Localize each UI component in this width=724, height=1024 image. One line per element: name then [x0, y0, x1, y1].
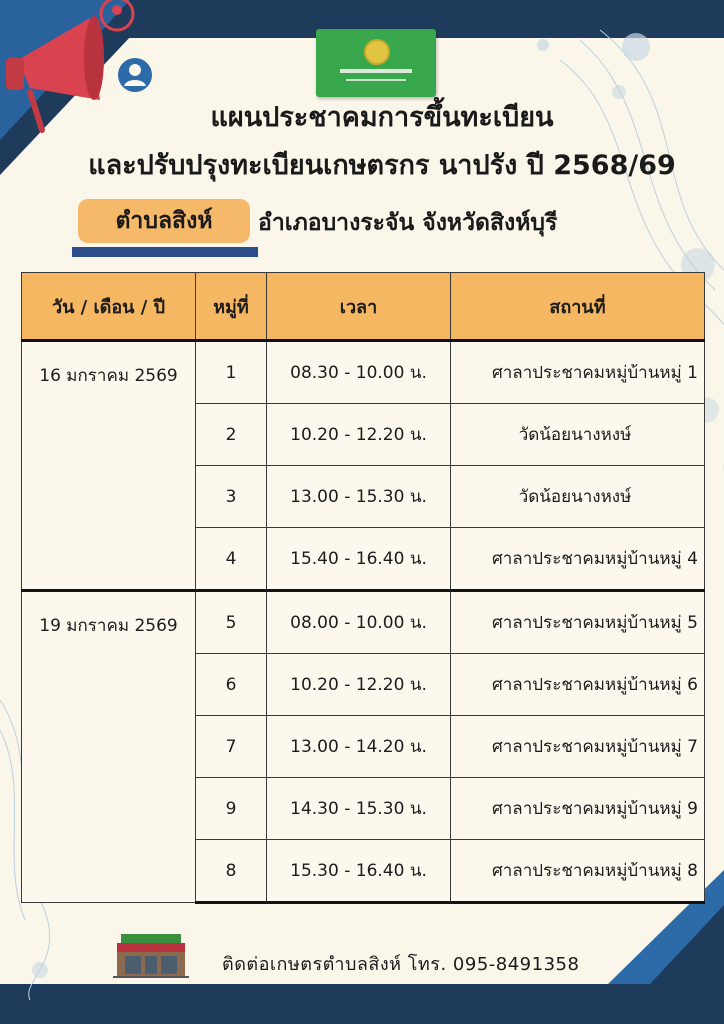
- village-cell: 8: [196, 840, 267, 903]
- place-cell: ศาลาประชาคมหมู่บ้านหมู่ 5: [451, 591, 705, 654]
- subdistrict-badge: ตำบลสิงห์: [78, 199, 250, 243]
- agriculture-office-icon: [113, 934, 189, 978]
- place-cell: ศาลาประชาคมหมู่บ้านหมู่ 6: [451, 654, 705, 716]
- place-cell: ศาลาประชาคมหมู่บ้านหมู่ 7: [451, 716, 705, 778]
- village-cell: 1: [196, 341, 267, 404]
- place-cell: ศาลาประชาคมหมู่บ้านหมู่ 9: [451, 778, 705, 840]
- village-cell: 9: [196, 778, 267, 840]
- time-cell: 13.00 - 14.20 น.: [267, 716, 451, 778]
- time-cell: 10.20 - 12.20 น.: [267, 404, 451, 466]
- farmer-registration-book-icon: [316, 29, 436, 97]
- place-cell: วัดน้อยนางหงษ์: [451, 466, 705, 528]
- village-cell: 7: [196, 716, 267, 778]
- header-village: หมู่ที่: [196, 273, 267, 341]
- location-text: อำเภอบางระจัน จังหวัดสิงห์บุรี: [258, 210, 558, 236]
- header-time: เวลา: [267, 273, 451, 341]
- place-cell: วัดน้อยนางหงษ์: [451, 404, 705, 466]
- date-cell: 16 มกราคม 2569: [22, 341, 196, 591]
- time-cell: 13.00 - 15.30 น.: [267, 466, 451, 528]
- page-subtitle: และปรับปรุงทะเบียนเกษตรกร นาปรัง ปี 2568/69: [88, 150, 676, 181]
- time-cell: 15.40 - 16.40 น.: [267, 528, 451, 591]
- subdistrict-underline: [72, 247, 258, 257]
- village-cell: 3: [196, 466, 267, 528]
- time-cell: 08.00 - 10.00 น.: [267, 591, 451, 654]
- table-row: [22, 591, 705, 654]
- user-icon: [116, 56, 154, 94]
- header-date: วัน / เดือน / ปี: [22, 273, 196, 341]
- village-cell: 2: [196, 404, 267, 466]
- seal-icon: [364, 39, 390, 65]
- time-cell: 14.30 - 15.30 น.: [267, 778, 451, 840]
- page-title: แผนประชาคมการขึ้นทะเบียน: [210, 102, 554, 133]
- time-cell: 10.20 - 12.20 น.: [267, 654, 451, 716]
- header-place: สถานที่: [451, 273, 705, 341]
- time-cell: 08.30 - 10.00 น.: [267, 341, 451, 404]
- schedule-table: [21, 272, 705, 904]
- contact-text: ติดต่อเกษตรตำบลสิงห์ โทร. 095-8491358: [222, 954, 580, 975]
- place-cell: ศาลาประชาคมหมู่บ้านหมู่ 8: [451, 840, 705, 903]
- place-cell: ศาลาประชาคมหมู่บ้านหมู่ 1: [451, 341, 705, 404]
- date-cell: 19 มกราคม 2569: [22, 591, 196, 903]
- village-cell: 4: [196, 528, 267, 591]
- time-cell: 15.30 - 16.40 น.: [267, 840, 451, 903]
- table-header-row: [22, 273, 705, 341]
- table-row: [22, 341, 705, 404]
- village-cell: 6: [196, 654, 267, 716]
- user-icon: [97, 0, 137, 34]
- place-cell: ศาลาประชาคมหมู่บ้านหมู่ 4: [451, 528, 705, 591]
- village-cell: 5: [196, 591, 267, 654]
